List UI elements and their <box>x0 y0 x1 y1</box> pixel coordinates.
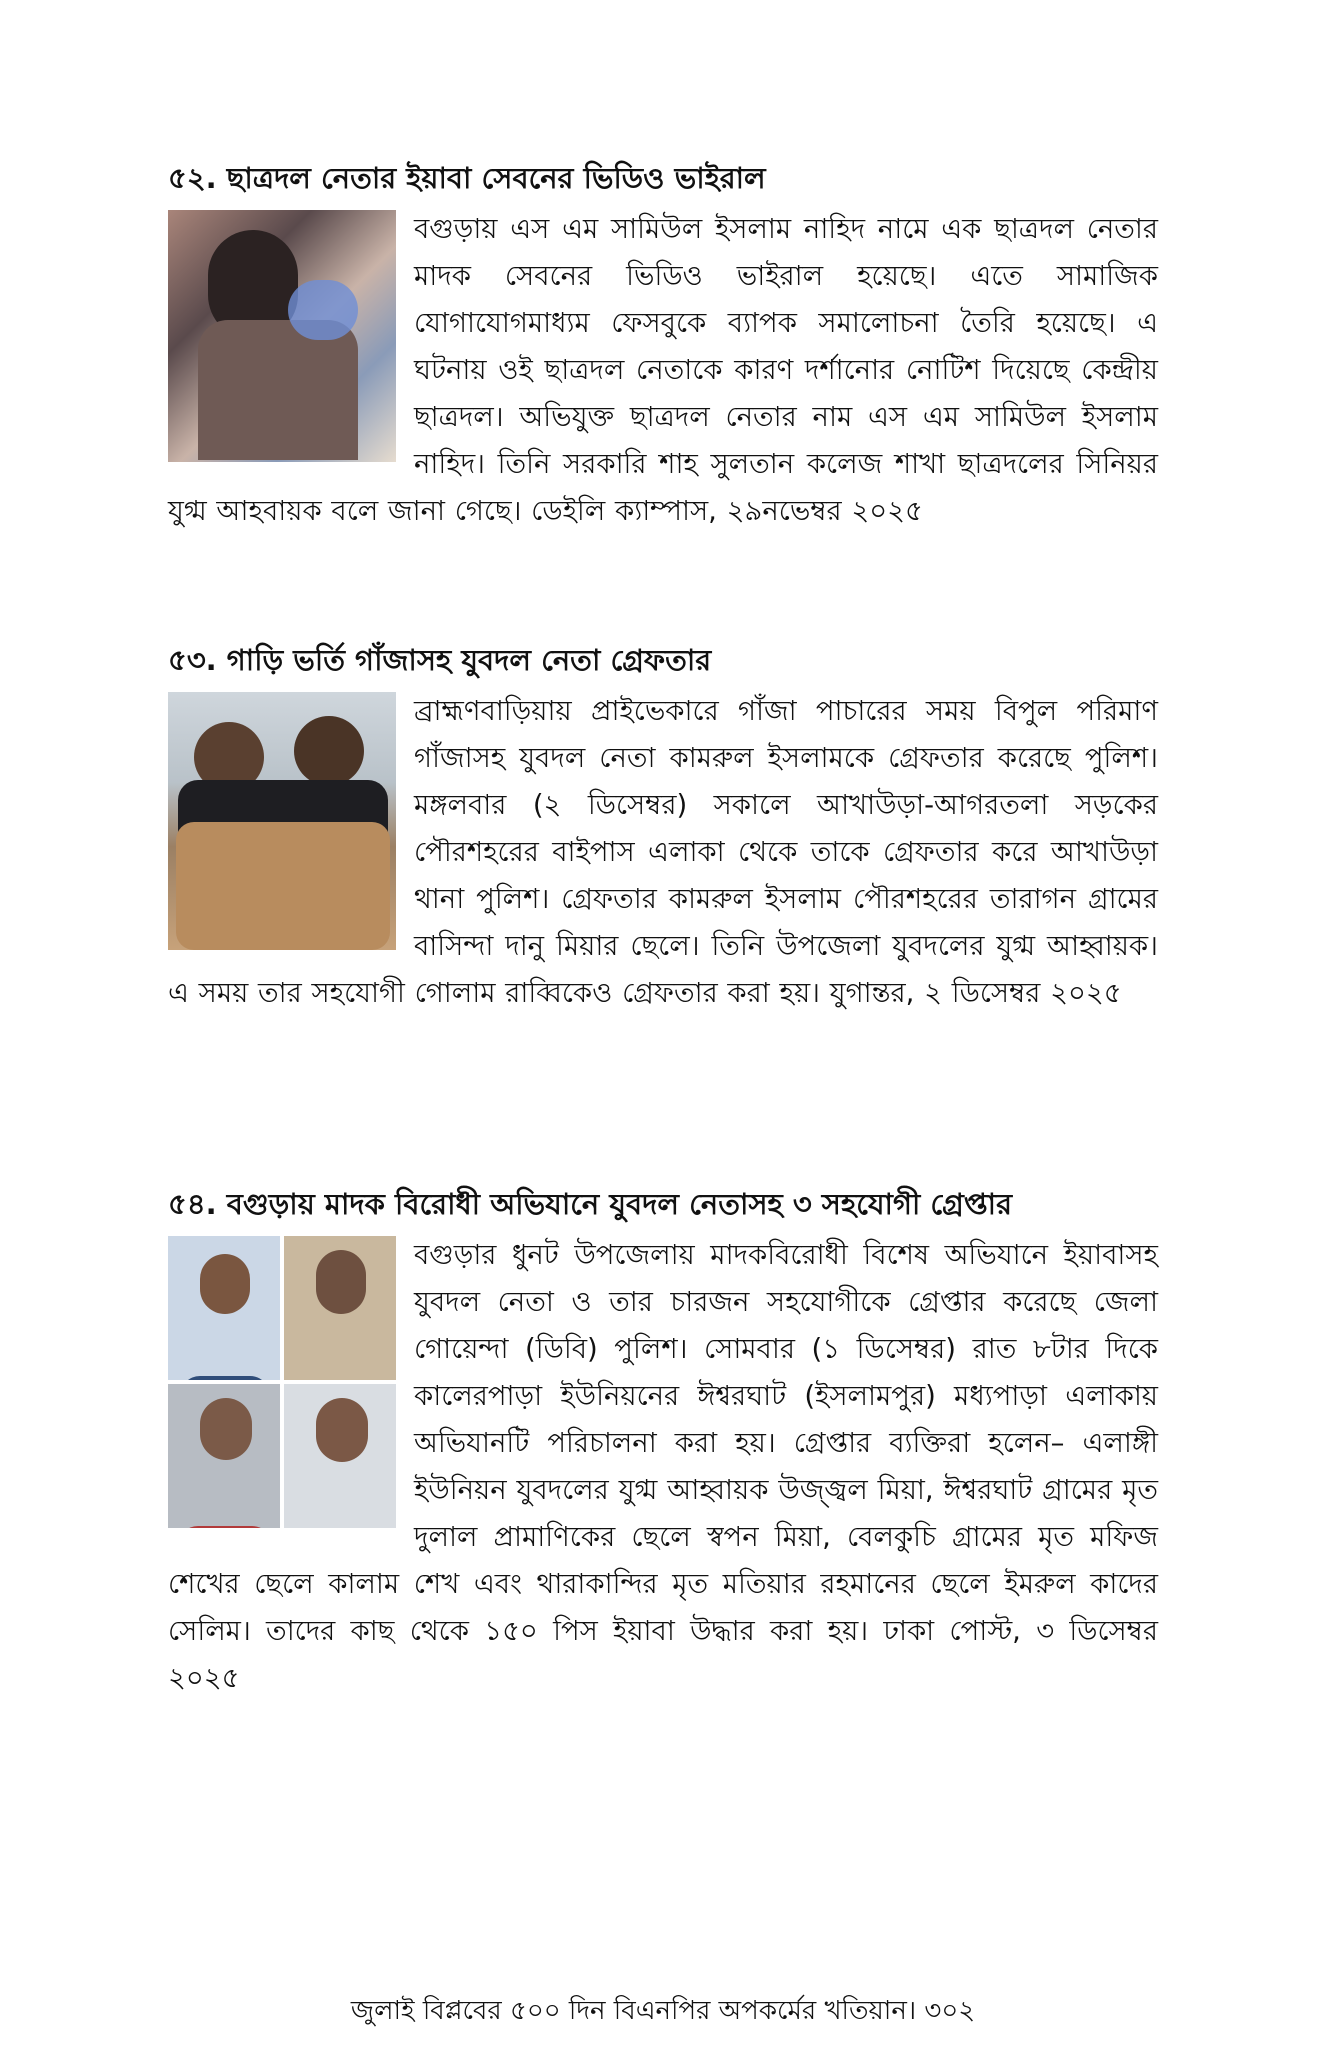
news-item-52 <box>168 156 1158 535</box>
news-heading: ৫৩. গাড়ি ভর্তি গাঁজাসহ যুবদল নেতা গ্রেফতার <box>168 643 712 677</box>
news-heading: ৫২. ছাত্রদল নেতার ইয়াবা সেবনের ভিডিও ভাইরাল <box>168 161 766 195</box>
news-heading: ৫৪. বগুড়ায় মাদক বিরোধী অভিযানে যুবদল নেতাসহ ৩ সহযোগী গ্রেপ্তার <box>168 1187 1013 1221</box>
news-body: বগুড়ায় এস এম সামিউল ইসলাম নাহিদ নামে এক ছাত্রদল নেতার মাদক সেবনের ভিডিও ভাইরাল হয়েছে। এতে সামাজিক যোগাযোগমাধ্যম ফেসবুকে ব্যাপক সমালোচনা তৈরি হয়েছে। এ ঘটনায় ওই ছাত্রদল নেতাকে কারণ দর্শানোর নোটিশ দিয়েছে কেন্দ্রীয় ছাত্রদল। অভিযুক্ত ছাত্রদল নেতার নাম এস এম সামিউল ইসলাম নাহিদ। তিনি সরকারি শাহ সুলতান কলেজ শাখা ছাত্রদলের সিনিয়র যুগ্ম আহবায়ক বলে জানা গেছে। ডেইলি ক্যাম্পাস, ২৯নভেম্বর ২০২৫ <box>168 213 1158 527</box>
news-body: বগুড়ার ধুনট উপজেলায় মাদকবিরোধী বিশেষ অভিযানে ইয়াবাসহ যুবদল নেতা ও তার চারজন সহযোগীকে গ্রেপ্তার করেছে জেলা গোয়েন্দা (ডিবি) পুলিশ। সোমবার (১ ডিসেম্বর) রাত ৮টার দিকে কালেরপাড়া ইউনিয়নের ঈশ্বরঘাট (ইসলামপুর) মধ্যপাড়া এলাকায় অভিযানটি পরিচালনা করা হয়। গ্রেপ্তার ব্যক্তিরা হলেন– এলাঙ্গী ইউনিয়ন যুবদলের যুগ্ম আহ্বায়ক উজ্জ্বল মিয়া, ঈশ্বরঘাট গ্রামের মৃত দুলাল প্রামাণিকের ছেলে স্বপন মিয়া, বেলকুচি গ্রামের মৃত মফিজ শেখের ছেলে কালাম শেখ এবং থারাকান্দির মৃত মতিয়ার রহমানের ছেলে ইমরুল কাদের সেলিম। তাদের কাছ থেকে ১৫০ পিস ইয়াবা উদ্ধার করা হয়। ঢাকা পোস্ট, ৩ ডিসেম্বর ২০২৫ <box>168 1239 1158 1694</box>
page-footer: জুলাই বিপ্লবের ৫০০ দিন বিএনপির অপকর্মের খতিয়ান। ৩০২ <box>350 1996 976 2026</box>
news-photo <box>168 692 396 950</box>
news-photo <box>168 210 396 462</box>
suspect-photo <box>284 1384 396 1528</box>
suspect-photo <box>284 1236 396 1380</box>
news-item-53 <box>168 638 1158 1017</box>
suspect-photo <box>168 1236 280 1380</box>
news-photo-grid <box>168 1236 396 1528</box>
news-body: ব্রাহ্মণবাড়িয়ায় প্রাইভেকারে গাঁজা পাচারের সময় বিপুল পরিমাণ গাঁজাসহ যুবদল নেতা কামরুল ইসলামকে গ্রেফতার করেছে পুলিশ। মঙ্গলবার (২ ডিসেম্বর) সকালে আখাউড়া-আগরতলা সড়কের পৌরশহরের বাইপাস এলাকা থেকে তাকে গ্রেফতার করে আখাউড়া থানা পুলিশ। গ্রেফতার কামরুল ইসলাম পৌরশহরের তারাগন গ্রামের বাসিন্দা দানু মিয়ার ছেলে। তিনি উপজেলা যুবদলের যুগ্ম আহ্বায়ক। এ সময় তার সহযোগী গোলাম রাব্বিকেও গ্রেফতার করা হয়। যুগান্তর, ২ ডিসেম্বর ২০২৫ <box>168 695 1158 1009</box>
suspect-photo <box>168 1384 280 1528</box>
news-item-54 <box>168 1182 1158 1702</box>
